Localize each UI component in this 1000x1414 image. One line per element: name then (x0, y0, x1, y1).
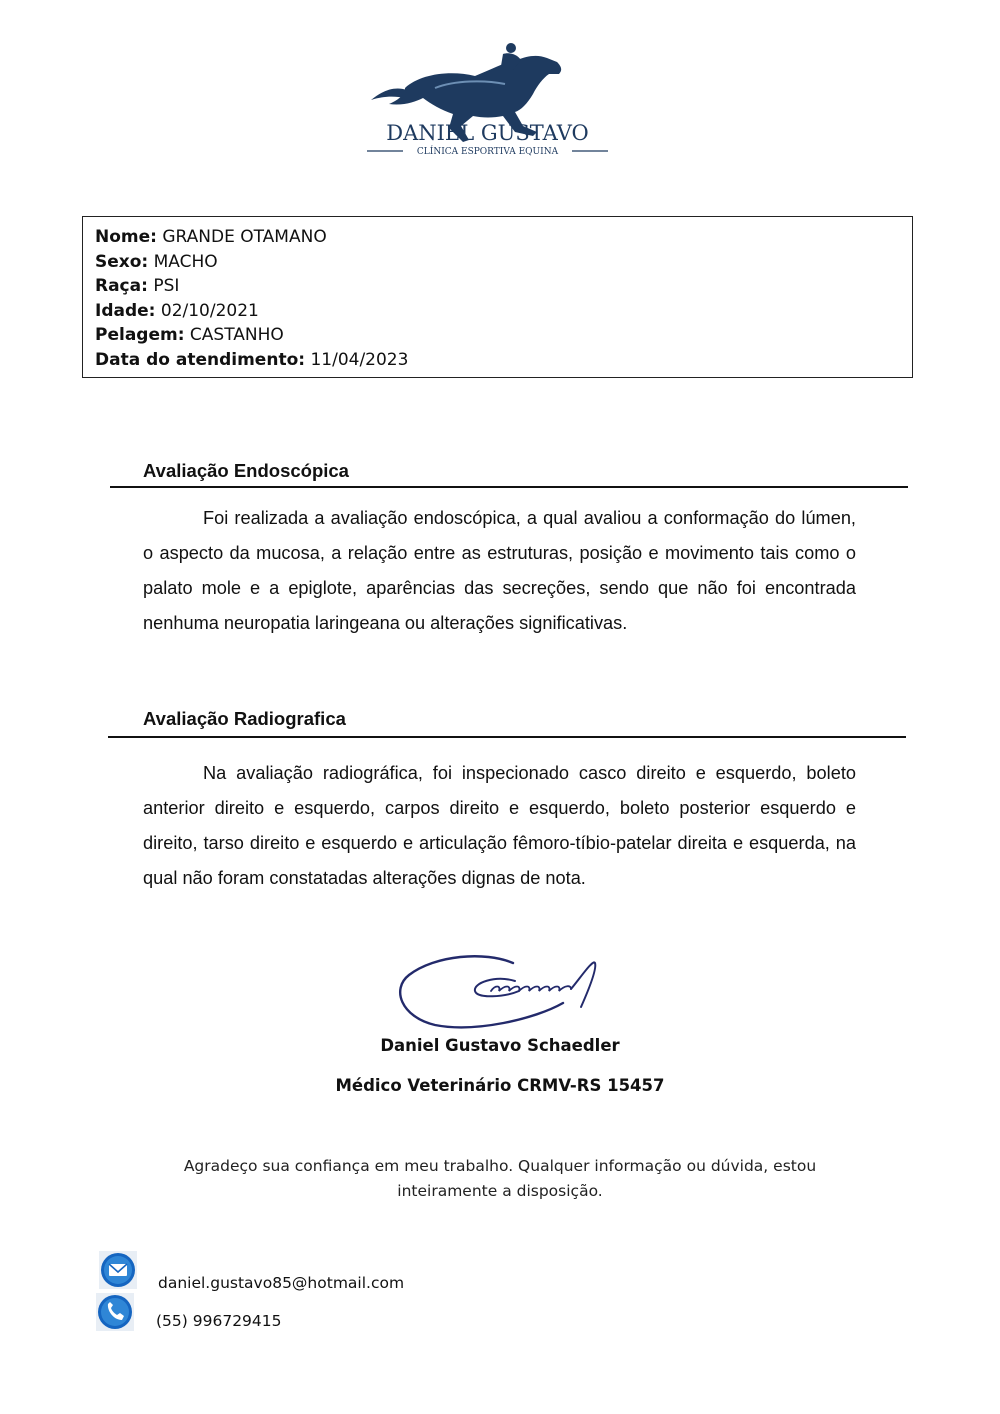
logo-subtitle-text: CLÍNICA ESPORTIVA EQUINA (416, 147, 559, 157)
patient-name-row (95, 225, 900, 250)
section-body-radiographic: Na avaliação radiográfica, foi inspecionado casco direito e esquerdo, boleto anterior direito e esquerdo, carpos direito e esquerdo, boleto posterior esquerdo e direito, tarso direito e esquerdo e articulação fêmoro-tíbio-patelar direita e esquerda, na qual não foram constatadas alterações dignas de nota. (143, 763, 856, 888)
appointment-date-row (95, 348, 900, 373)
signer-title: Médico Veterinário CRMV-RS 15457 (335, 1076, 665, 1095)
handwritten-signature (395, 945, 605, 1035)
patient-breed-value: PSI (153, 276, 180, 296)
section-divider (110, 486, 908, 488)
patient-coat-value: CASTANHO (189, 325, 284, 345)
appointment-date-value: 11/04/2023 (310, 349, 409, 370)
patient-sex-value: MACHO (153, 251, 218, 272)
patient-info-box (82, 216, 913, 378)
email-icon (98, 1250, 138, 1290)
patient-breed-row (95, 274, 900, 299)
phone-icon (95, 1292, 135, 1332)
signer-name: Daniel Gustavo Schaedler (380, 1036, 620, 1055)
field-label: Nome: (95, 227, 157, 247)
section-title-endoscopic: Avaliação Endoscópica (143, 460, 349, 481)
patient-name-value: GRANDE OTAMANO (162, 227, 327, 247)
patient-coat-row (95, 323, 900, 348)
field-label: Data do atendimento: (95, 349, 306, 370)
contact-phone: (55) 996729415 (156, 1312, 282, 1330)
field-label: Raça: (95, 276, 148, 296)
thanks-message: Agradeço sua confiança em meu trabalho. Qualquer informação ou dúvida, estou inteiramente a disposição. (183, 1157, 817, 1200)
logo-brand-text: DANIEL GUSTAVO (386, 121, 589, 145)
field-label: Pelagem: (95, 325, 185, 345)
signature-icon (395, 945, 605, 1035)
section-body-endoscopic: Foi realizada a avaliação endoscópica, a qual avaliou a conformação do lúmen, o aspecto da mucosa, a relação entre as estruturas, posição e movimento tais como o palato mole e a epiglote, aparências das secreções, sendo que não foi encontrada nenhuma neuropatia laringeana ou alterações significativas. (143, 508, 856, 633)
patient-age-value: 02/10/2021 (160, 300, 259, 321)
patient-sex-row (95, 250, 900, 275)
clinic-logo (365, 40, 610, 160)
section-title-radiographic: Avaliação Radiografica (143, 708, 346, 729)
contact-email: daniel.gustavo85@hotmail.com (158, 1274, 405, 1292)
racehorse-jockey-icon (365, 40, 610, 160)
field-label: Idade: (95, 300, 156, 321)
section-divider (108, 736, 906, 738)
patient-age-row (95, 299, 900, 324)
field-label: Sexo: (95, 251, 149, 272)
